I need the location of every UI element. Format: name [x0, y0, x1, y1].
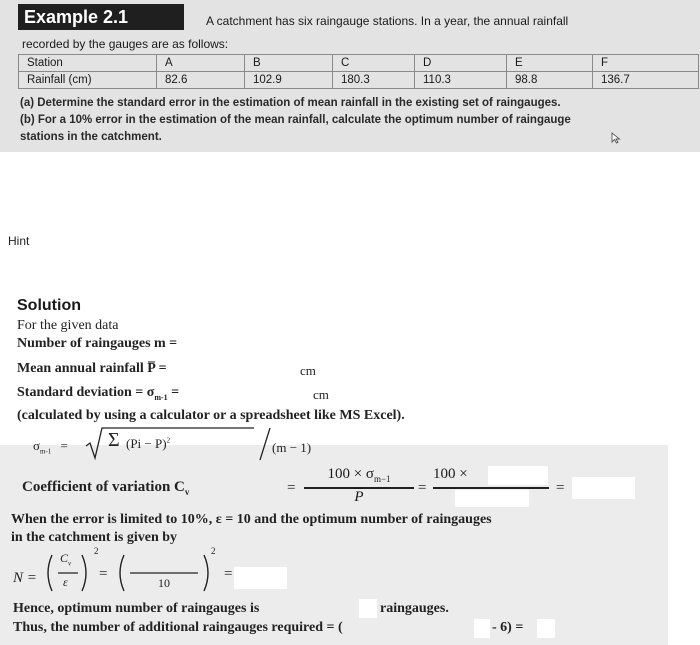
- station-cell: E: [507, 55, 593, 72]
- rainfall-table: [18, 54, 699, 89]
- question-b-line-1: (b) For a 10% error in the estimation of the mean rainfall, calculate the optimum number of raingauge: [20, 114, 571, 126]
- mouse-cursor-icon: [611, 132, 621, 144]
- n-ten: 10: [158, 576, 170, 590]
- solution-title: Solution: [17, 297, 81, 314]
- cv-result-blank[interactable]: [572, 477, 635, 499]
- n-numerator-area: [132, 555, 196, 570]
- thus-line: Thus, the number of additional raingauges required = (: [13, 620, 343, 635]
- station-cell: A: [157, 55, 245, 72]
- row-header-station: Station: [19, 55, 157, 72]
- error-line-2: in the catchment is given by: [11, 530, 178, 545]
- mean-unit: cm: [300, 363, 316, 378]
- thus-tail: - 6) =: [492, 620, 524, 635]
- solution-line-sd: [17, 385, 179, 402]
- cv-numerator-blank[interactable]: [488, 466, 548, 485]
- sd-label: Standard deviation = σ: [17, 385, 155, 400]
- question-a: (a) Determine the standard error in the estimation of mean rainfall in the existing set of raingauges.: [20, 97, 561, 109]
- n-label: N =: [13, 570, 37, 586]
- n-result-blank[interactable]: [234, 567, 287, 589]
- station-cell: F: [593, 55, 699, 72]
- sd-sum-symbol: Σ: [108, 429, 120, 451]
- cv-equals-3: =: [556, 480, 565, 496]
- cv-fraction-1-denominator: $\overline{P}$: [354, 489, 364, 505]
- cv-label: Coefficient of variation $C_v$: [22, 479, 190, 497]
- rainfall-cell: 82.6: [157, 72, 245, 89]
- table-row-rainfall: [19, 72, 699, 89]
- cv-equals-1: =: [287, 480, 296, 496]
- hint-label[interactable]: Hint: [8, 234, 30, 248]
- solution-panel: [0, 290, 700, 645]
- optimum-gauges-blank[interactable]: [359, 599, 377, 618]
- cv-fraction-2-numerator: 100 ×: [433, 466, 468, 482]
- rainfall-cell: 102.9: [245, 72, 333, 89]
- sd-equals: =: [171, 385, 180, 400]
- table-row-station: [19, 55, 699, 72]
- cv-equals-2: =: [418, 480, 427, 496]
- solution-line-calc-note: (calculated by using a calculator or a spreadsheet like MS Excel).: [17, 408, 405, 423]
- rainfall-cell: 98.8: [507, 72, 593, 89]
- solution-line-gauges: Number of raingauges m =: [17, 336, 178, 351]
- sd-formula-lhs: $\sigma_{m-1}$ =: [33, 438, 68, 456]
- rainfall-cell: 110.3: [415, 72, 507, 89]
- rainfall-cell: 180.3: [333, 72, 415, 89]
- station-cell: D: [415, 55, 507, 72]
- station-cell: B: [245, 55, 333, 72]
- error-line-1: When the error is limited to 10%, ε = 10 and the optimum number of raingauges: [11, 512, 492, 527]
- question-b-line-2: stations in the catchment.: [20, 131, 162, 143]
- intro-line-1: A catchment has six raingauge stations. In a year, the annual rainfall: [206, 14, 569, 28]
- sd-formula-body: $(Pi - P)^2$: [126, 436, 171, 451]
- row-header-rainfall: Rainfall (cm): [19, 72, 157, 89]
- sd-subscript: m-1: [154, 392, 168, 402]
- solution-line-given: For the given data: [17, 318, 119, 333]
- n-epsilon-symbol: ε: [63, 575, 68, 589]
- cv-denominator-blank[interactable]: [455, 490, 529, 507]
- svg-text:=: =: [99, 566, 108, 582]
- additional-gauges-result-blank[interactable]: [537, 619, 555, 638]
- solution-line-mean: Mean annual rainfall P̅ =: [17, 361, 167, 376]
- sd-formula-denominator: (m − 1): [272, 440, 312, 455]
- cv-fraction-1-numerator: $100 \times \sigma_{m-1}$: [327, 466, 391, 484]
- rainfall-cell: 136.7: [593, 72, 699, 89]
- intro-line-2: recorded by the gauges are as follows:: [22, 37, 229, 51]
- cv-fraction-2-bar: [433, 487, 549, 489]
- sd-unit: cm: [313, 387, 329, 402]
- n-exponent-2: 2: [211, 546, 216, 556]
- svg-text:=: =: [224, 566, 233, 582]
- n-cv-symbol: $C_v$: [60, 551, 72, 568]
- hence-line: Hence, optimum number of raingauges is: [13, 601, 260, 616]
- station-cell: C: [333, 55, 415, 72]
- additional-gauges-input-blank[interactable]: [474, 619, 490, 638]
- problem-panel: [0, 0, 700, 152]
- example-badge: Example 2.1: [18, 4, 184, 30]
- hence-tail: raingauges.: [380, 601, 449, 616]
- n-exponent-1: 2: [94, 546, 99, 556]
